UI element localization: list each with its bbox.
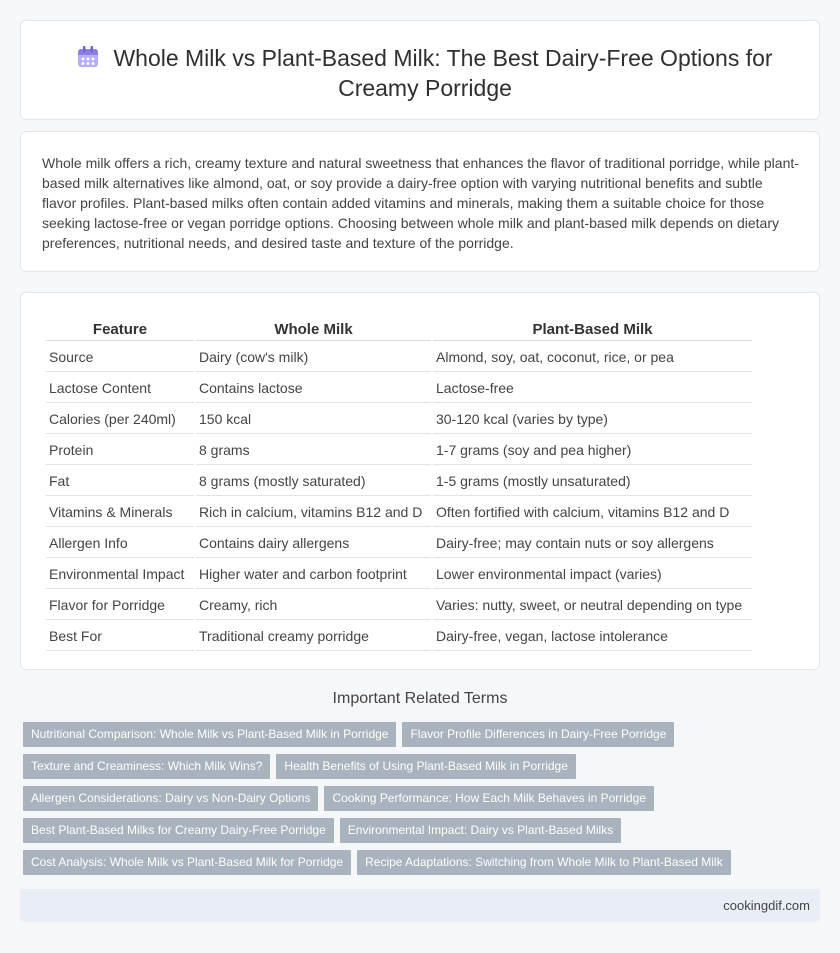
feature-cell: Calories (per 240ml) [46, 405, 194, 434]
plant-milk-cell: Dairy-free, vegan, lactose intolerance [433, 622, 752, 651]
whole-milk-cell: Dairy (cow's milk) [196, 343, 431, 372]
whole-milk-cell: 8 grams (mostly saturated) [196, 467, 431, 496]
feature-cell: Flavor for Porridge [46, 591, 194, 620]
whole-milk-cell: Contains dairy allergens [196, 529, 431, 558]
header-card [20, 20, 820, 120]
plant-milk-cell: Often fortified with calcium, vitamins B12 and D [433, 498, 752, 527]
plant-milk-cell: Dairy-free; may contain nuts or soy allergens [433, 529, 752, 558]
related-term-link[interactable]: Texture and Creaminess: Which Milk Wins? [23, 754, 270, 779]
intro-paragraph: Whole milk offers a rich, creamy texture and natural sweetness that enhances the flavor of traditional porridge, while plant-based milk alternatives like almond, oat, or soy provide a dairy-free option with varying nutritional benefits and subtle flavor profiles. Plant-based milks often contain added vitamins and minerals, making them a suitable choice for those seeking lactose-free or vegan porridge options. Choosing between whole milk and plant-based milk depends on dietary preferences, nutritional needs, and desired taste and texture of the porridge. [42, 155, 799, 251]
page-title [61, 43, 789, 103]
whole-milk-cell: Higher water and carbon footprint [196, 560, 431, 589]
table-row [46, 529, 752, 558]
feature-cell: Best For [46, 622, 194, 651]
whole-milk-cell: 150 kcal [196, 405, 431, 434]
table-row [46, 405, 752, 434]
related-term-link[interactable]: Nutritional Comparison: Whole Milk vs Plant-Based Milk in Porridge [23, 722, 396, 747]
plant-milk-cell: Almond, soy, oat, coconut, rice, or pea [433, 343, 752, 372]
table-row [46, 560, 752, 589]
tag-row [23, 722, 813, 754]
table-row [46, 467, 752, 496]
calendar-icon [77, 46, 99, 68]
feature-cell: Lactose Content [46, 374, 194, 403]
plant-milk-cell: 1-5 grams (mostly unsaturated) [433, 467, 752, 496]
table-header-row [46, 318, 752, 341]
comparison-card [20, 292, 820, 670]
footer-bar [20, 889, 820, 922]
related-term-link[interactable]: Environmental Impact: Dairy vs Plant-Based Milks [340, 818, 621, 843]
tag-row [23, 786, 813, 818]
plant-milk-cell: 30-120 kcal (varies by type) [433, 405, 752, 434]
comparison-table [44, 316, 754, 653]
site-domain[interactable]: cookingdif.com [723, 898, 810, 913]
column-header-plant-based-milk: Plant-Based Milk [433, 318, 752, 341]
related-term-link[interactable]: Best Plant-Based Milks for Creamy Dairy-Free Porridge [23, 818, 334, 843]
tag-row [23, 818, 813, 850]
related-term-link[interactable]: Cost Analysis: Whole Milk vs Plant-Based Milk for Porridge [23, 850, 351, 875]
feature-cell: Source [46, 343, 194, 372]
whole-milk-cell: Rich in calcium, vitamins B12 and D [196, 498, 431, 527]
feature-cell: Allergen Info [46, 529, 194, 558]
plant-milk-cell: Varies: nutty, sweet, or neutral depending on type [433, 591, 752, 620]
related-term-link[interactable]: Recipe Adaptations: Switching from Whole Milk to Plant-Based Milk [357, 850, 731, 875]
whole-milk-cell: Contains lactose [196, 374, 431, 403]
intro-card [20, 131, 820, 272]
table-row [46, 436, 752, 465]
related-term-link[interactable]: Allergen Considerations: Dairy vs Non-Dairy Options [23, 786, 318, 811]
feature-cell: Fat [46, 467, 194, 496]
whole-milk-cell: Traditional creamy porridge [196, 622, 431, 651]
table-row [46, 374, 752, 403]
plant-milk-cell: 1-7 grams (soy and pea higher) [433, 436, 752, 465]
column-header-whole-milk: Whole Milk [196, 318, 431, 341]
table-row [46, 622, 752, 651]
related-term-link[interactable]: Cooking Performance: How Each Milk Behaves in Porridge [324, 786, 653, 811]
column-header-feature: Feature [46, 318, 194, 341]
table-row [46, 498, 752, 527]
plant-milk-cell: Lower environmental impact (varies) [433, 560, 752, 589]
related-terms-list [23, 722, 813, 882]
tag-row [23, 850, 813, 882]
table-row [46, 343, 752, 372]
page-title-text: Whole Milk vs Plant-Based Milk: The Best Dairy-Free Options for Creamy Porridge [113, 45, 773, 101]
tag-row [23, 754, 813, 786]
feature-cell: Protein [46, 436, 194, 465]
related-term-link[interactable]: Flavor Profile Differences in Dairy-Free Porridge [402, 722, 674, 747]
whole-milk-cell: Creamy, rich [196, 591, 431, 620]
whole-milk-cell: 8 grams [196, 436, 431, 465]
table-row [46, 591, 752, 620]
related-term-link[interactable]: Health Benefits of Using Plant-Based Milk in Porridge [276, 754, 575, 779]
feature-cell: Vitamins & Minerals [46, 498, 194, 527]
related-terms-heading: Important Related Terms [332, 690, 508, 707]
feature-cell: Environmental Impact [46, 560, 194, 589]
plant-milk-cell: Lactose-free [433, 374, 752, 403]
